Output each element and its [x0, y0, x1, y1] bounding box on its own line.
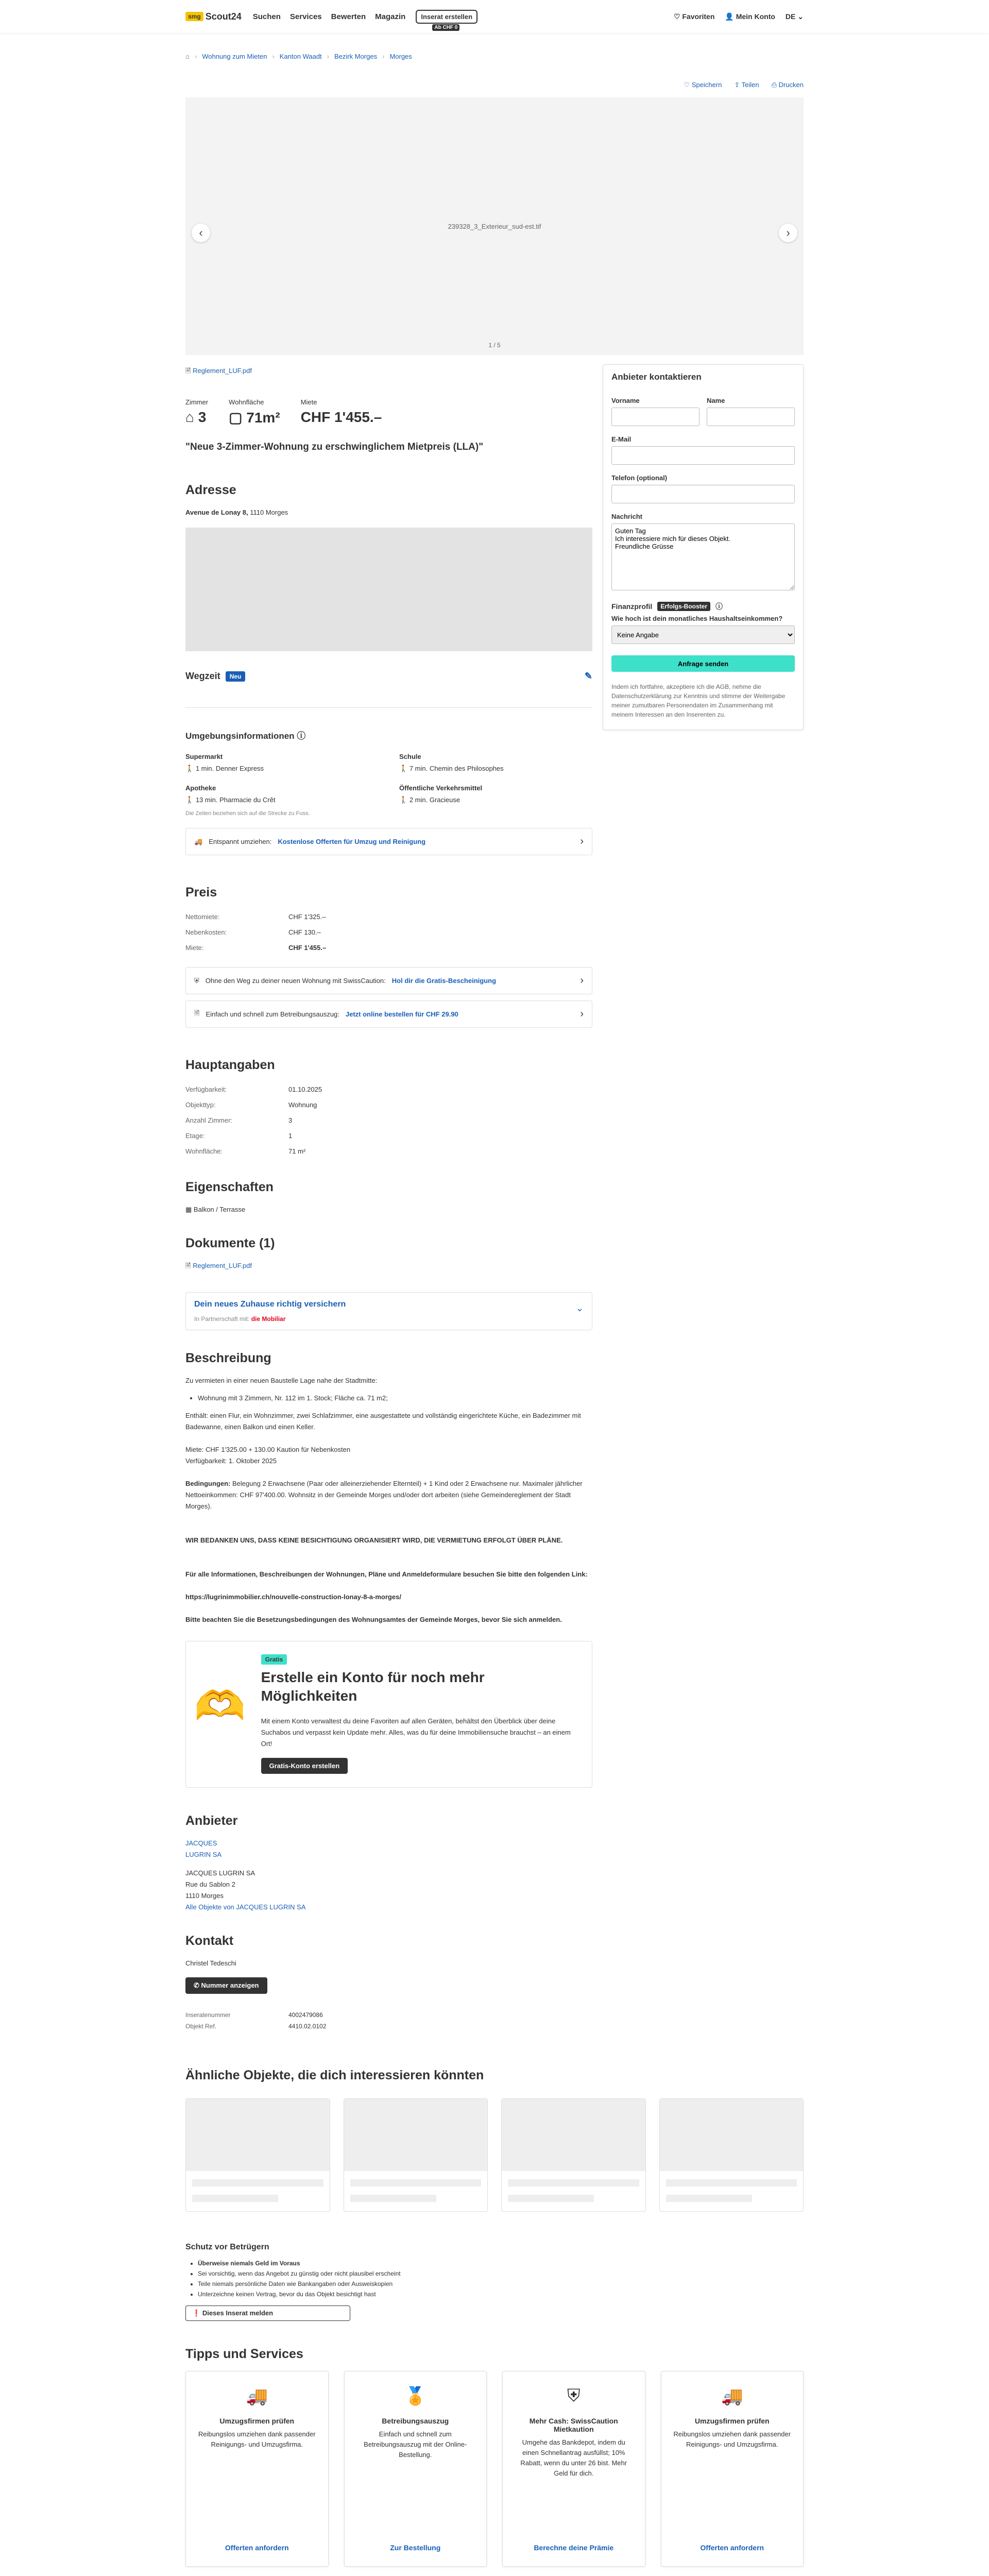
listing-actions — [0, 60, 989, 89]
insurance-partner-label: In Partnerschaft mit: — [194, 1315, 250, 1323]
placeholder-line — [508, 2195, 594, 2202]
surroundings-place: Gracieuse — [429, 796, 461, 804]
price-key: Miete: — [185, 944, 204, 952]
income-label: Wie hoch ist dein monatliches Haushaltseinkommen? — [611, 615, 783, 622]
placeholder-line — [508, 2179, 639, 2187]
promo-title: Erstelle ein Konto für noch mehr Möglichkeiten — [261, 1669, 485, 1704]
chevron-down-icon[interactable]: ⌄ — [575, 1303, 584, 1313]
tips-cards — [0, 2371, 989, 2567]
tip-title: Umzugsfirmen prüfen — [694, 2417, 770, 2425]
swisscaution-text: Ohne den Weg zu deiner neuen Wohnung mit SwissCaution: — [205, 977, 386, 985]
price-table — [185, 909, 592, 956]
reference-key: Inseratenummer — [185, 2011, 231, 2019]
tip-link[interactable]: Offerten anfordern — [700, 2544, 764, 2552]
description-paragraph: Bitte beachten Sie die Besetzungsbedingungen des Wohnungsamtes der Gemeinde Morges, bevor Sie sich anmelden. — [185, 1616, 562, 1623]
income-select[interactable] — [611, 625, 795, 644]
provider-street: Rue du Sablon 2 — [185, 1880, 235, 1888]
description-paragraph: Miete: CHF 1'325.00 + 130.00 Kaution für Nebenkosten — [185, 1446, 351, 1453]
placeholder-line — [192, 2195, 278, 2202]
tip-description: Einfach und schnell zum Betreibungsauszug mit der Online-Bestellung. — [364, 2430, 467, 2459]
create-account-button[interactable]: Gratis-Konto erstellen — [261, 1758, 348, 1774]
description-text: Belegung 2 Erwachsene (Paar oder alleinerziehender Elternteil) + 1 Kind oder 2 Erwachsene nur. Maximaler jährlicher Nettoeinkommen: CHF 97'400.00. Wohnsitz in der Gemeinde Morges und/oder dort arbeiten (siehe Gemeindereglement der Stadt Morges). — [185, 1480, 583, 1510]
reference-value: 4410.02.0102 — [288, 2023, 327, 2030]
surroundings-item — [399, 784, 592, 804]
fraud-tip: • Teile niemals persönliche Daten wie Bankangaben oder Ausweiskopien — [198, 2279, 804, 2289]
chevron-right-icon: › — [382, 53, 385, 60]
debt-extract-banner[interactable] — [185, 1001, 592, 1028]
main-data-value: 1 — [288, 1132, 293, 1140]
email-label: E-Mail — [611, 435, 632, 443]
provider-city: 1110 Morges — [185, 1892, 224, 1900]
surroundings-title: Supermarkt — [185, 753, 223, 760]
similar-card-image — [344, 2099, 488, 2171]
contact-form — [603, 364, 804, 730]
truck-icon: 🚚 — [194, 837, 203, 845]
area-label: Wohnfläche — [229, 398, 264, 406]
finance-profile — [611, 601, 795, 612]
feature-label: Balkon / Terrasse — [193, 1206, 246, 1213]
price-key: Nebenkosten: — [185, 928, 227, 936]
surroundings-item — [185, 753, 379, 773]
tips-heading: Tipps und Services — [185, 2347, 303, 2361]
document-icon: 🗎 — [194, 1009, 200, 1017]
info-icon[interactable]: ⓘ — [297, 731, 306, 741]
insurance-partner — [194, 1315, 285, 1323]
insurance-title: Dein neues Zuhause richtig versichern — [194, 1300, 346, 1309]
main-data-key: Anzahl Zimmer: — [185, 1116, 233, 1124]
chevron-down-icon: ⌄ — [795, 12, 804, 21]
tip-link[interactable]: Zur Bestellung — [390, 2544, 441, 2552]
legal-text: Indem ich fortfahre, akzeptiere ich die AGB, nehme die Datenschutzerklärung zur Kenntnis und stimme der Weitergabe meiner zumutbaren Personendaten im Zusammenhang mit meinem Interessen an den Inserenten zu. — [611, 683, 786, 718]
price-badge: Ab CHF 0 — [432, 24, 459, 31]
placeholder-line — [192, 2179, 323, 2187]
provider-logo[interactable]: JACQUES LUGRIN SA — [185, 1839, 222, 1858]
main-data-value: 01.10.2025 — [288, 1086, 322, 1093]
main-data-row — [185, 1128, 592, 1144]
fraud-section — [0, 2243, 989, 2321]
edit-icon[interactable]: ✎ — [584, 671, 592, 681]
tip-description: Reibungslos umziehen dank passender Reinigungs- und Umzugsfirma. — [198, 2430, 316, 2448]
tip-title: Umzugsfirmen prüfen — [219, 2417, 295, 2425]
last-name-label: Name — [707, 397, 725, 404]
shield-icon: ⛨ — [194, 976, 199, 985]
nav-magazin[interactable]: Magazin — [375, 12, 406, 21]
booster-badge: Erfolgs-Booster — [657, 602, 710, 611]
similar-card[interactable] — [185, 2098, 330, 2212]
report-listing-label: Dieses Inserat melden — [202, 2309, 274, 2317]
breadcrumb-item[interactable]: Bezirk Morges — [334, 53, 378, 60]
similar-heading: Ähnliche Objekte, die dich interessieren könnten — [185, 2068, 484, 2082]
price-key: Nettomiete: — [185, 913, 220, 921]
surroundings-title: Schule — [399, 753, 421, 760]
message-label: Nachricht — [611, 513, 642, 520]
logo-badge: smg — [185, 12, 203, 21]
surroundings-place: Pharmacie du Crêt — [219, 796, 276, 804]
main-data-key: Etage: — [185, 1132, 205, 1140]
chevron-right-icon: › — [580, 1008, 584, 1020]
main-data-row — [185, 1144, 592, 1159]
description-heading: Beschreibung — [185, 1351, 271, 1365]
gallery-counter: 1 / 5 — [488, 342, 501, 349]
surroundings-heading — [185, 728, 592, 741]
chevron-right-icon: › — [194, 53, 197, 60]
phone-label: Telefon (optional) — [611, 474, 668, 482]
rent-label: Miete — [300, 398, 317, 406]
create-listing-label: Inserat erstellen — [421, 12, 473, 21]
description-list-item: • Wohnung mit 3 Zimmern, Nr. 112 im 1. Stock; Fläche ca. 71 m2; — [198, 1393, 592, 1404]
show-number-button[interactable] — [185, 1977, 267, 1994]
description-link[interactable]: https://lugrinimmobilier.ch/nouvelle-construction-lonay-8-a-morges/ — [185, 1593, 401, 1601]
main-data-value: Wohnung — [288, 1101, 317, 1109]
debt-extract-link[interactable]: Jetzt online bestellen für CHF 29.90 — [345, 1010, 458, 1018]
main-data-value: 3 — [288, 1116, 293, 1124]
wegzeit-label: Wegzeit — [185, 671, 220, 681]
debt-extract-text: Einfach und schnell zum Betreibungsauszug: — [206, 1010, 339, 1018]
show-number-label: Nummer anzeigen — [201, 1981, 259, 1989]
room-icon: ⌂ — [185, 409, 198, 425]
tip-description: Umgehe das Bankdepot, indem du einen Schnellantrag ausfüllst; 10% Rabatt, wenn du unter 26 bist. Mehr Geld für dich. — [520, 2438, 627, 2477]
similar-card[interactable] — [659, 2098, 804, 2212]
wegzeit — [185, 671, 592, 682]
fraud-tip: • Sei vorsichtig, wenn das Angebot zu günstig oder nicht plausibel erscheint — [198, 2268, 804, 2279]
promo-text: Mit einem Konto verwaltest du deine Favoriten auf allen Geräten, behältst den Überblick über deine Suchabos und verpasst kein Update mehr. Alles, was du für deine Immobiliensuche brauchst – an einem Ort! — [261, 1717, 571, 1748]
logo[interactable] — [185, 11, 242, 22]
print-label: Drucken — [778, 81, 804, 89]
shield-icon: ⛨ — [567, 2386, 581, 2405]
moving-banner[interactable] — [185, 828, 592, 855]
fraud-tip: • Unterzeichne keinen Vertrag, bevor du das Objekt besichtigt hast — [198, 2289, 804, 2299]
similar-listings — [0, 2098, 989, 2212]
share-label: Teilen — [741, 81, 759, 89]
breadcrumb-item[interactable]: Kanton Waadt — [279, 53, 322, 60]
account-promo — [185, 1641, 592, 1788]
reference-value: 4002479086 — [288, 2011, 323, 2019]
surroundings-place: Denner Express — [215, 765, 264, 772]
similar-card[interactable] — [344, 2098, 488, 2212]
truck-icon: 🚚 — [246, 2386, 268, 2406]
gallery-next-icon[interactable]: › — [779, 224, 797, 242]
pdf-icon: 🗎 — [185, 1262, 193, 1269]
breadcrumb-item[interactable]: Wohnung zum Mieten — [202, 53, 267, 60]
tip-title: Mehr Cash: SwissCaution Mietkaution — [529, 2417, 618, 2433]
walk-icon: 🚶 — [185, 796, 196, 804]
certificate-icon: 🏅 — [404, 2386, 427, 2406]
insurance-banner[interactable] — [185, 1292, 592, 1330]
rent-value: CHF 1'455.– — [300, 409, 382, 425]
surroundings-note: Die Zeiten beziehen sich auf die Strecke zu Fuss. — [185, 810, 310, 817]
feature-item — [185, 1204, 592, 1215]
rooms-label: Zimmer — [185, 398, 209, 406]
site-header — [0, 0, 989, 33]
print-button[interactable]: ⎙ Drucken — [771, 81, 804, 89]
walk-icon: 🚶 — [185, 765, 196, 772]
alert-icon: ❗ — [192, 2309, 202, 2317]
account-link[interactable] — [725, 12, 775, 21]
create-listing-button[interactable] — [416, 10, 478, 30]
contact-name: Christel Tedeschi — [185, 1959, 236, 1967]
key-facts — [185, 398, 592, 426]
divider — [185, 707, 592, 708]
tip-card — [661, 2371, 804, 2567]
description-paragraph: Zu vermieten in einer neuen Baustelle Lage nahe der Stadtmitte: — [185, 1377, 378, 1384]
nav-services[interactable]: Services — [289, 12, 322, 21]
surroundings-grid — [185, 753, 592, 804]
surroundings-title: Apotheke — [185, 784, 216, 792]
gallery-image-alt: 239328_3_Exterieur_sud-est.tif — [448, 222, 541, 230]
info-icon[interactable]: ⓘ — [715, 602, 723, 611]
surroundings-item — [399, 753, 592, 773]
document-link[interactable] — [185, 366, 592, 378]
report-listing-button[interactable] — [185, 2306, 350, 2321]
fraud-heading: Schutz vor Betrügern — [185, 2243, 269, 2251]
description-bold: Bedingungen: — [185, 1480, 231, 1487]
address-heading: Adresse — [185, 483, 236, 497]
language-select[interactable] — [786, 12, 804, 21]
balcony-icon: ▦ — [185, 1206, 194, 1213]
breadcrumb — [0, 33, 989, 60]
nav-bewerten[interactable]: Bewerten — [331, 12, 366, 21]
provider-name: JACQUES LUGRIN SA — [185, 1869, 255, 1877]
heart-icon: ♡ — [673, 12, 683, 21]
surroundings-time: 13 min. — [195, 796, 218, 804]
description-paragraph: Enthält: einen Flur, ein Wohnzimmer, zwei Schlafzimmer, eine ausgestattete und vollständig eingerichtete Küche, ein Badezimmer mit Badewanne, einen Balkon und einen Keller. — [185, 1412, 581, 1431]
tip-card — [502, 2371, 645, 2567]
reference-key: Objekt Ref. — [185, 2023, 217, 2030]
description-paragraph — [185, 1478, 592, 1512]
contact-form-heading: Anbieter kontaktieren — [611, 372, 702, 382]
main-data-key: Objekttyp: — [185, 1101, 216, 1109]
listing-title: "Neue 3-Zimmer-Wohnung zu erschwinglichem Mietpreis (LLA)" — [185, 442, 484, 452]
price-value: CHF 1'455.– — [288, 944, 327, 952]
swisscaution-link[interactable]: Hol dir die Gratis-Bescheinigung — [391, 977, 497, 985]
surroundings-heading-label: Umgebungsinformationen — [185, 731, 295, 741]
swisscaution-banner[interactable] — [185, 967, 592, 994]
similar-card-image — [660, 2099, 804, 2171]
main-column — [185, 364, 592, 2032]
similar-card-image — [502, 2099, 645, 2171]
favorites-label: Favoriten — [682, 12, 715, 21]
document-item[interactable] — [185, 1260, 592, 1272]
tip-card — [185, 2371, 329, 2567]
moving-text: Entspannt umziehen: — [209, 838, 272, 845]
chevron-right-icon: › — [327, 53, 330, 60]
tip-description: Reibungslos umziehen dank passender Reinigungs- und Umzugsfirma. — [673, 2430, 791, 2448]
price-heading: Preis — [185, 885, 217, 900]
document-link-label[interactable]: Reglement_LUF.pdf — [193, 367, 252, 375]
area-value: 71m² — [246, 410, 280, 426]
language-label: DE — [785, 12, 796, 21]
similar-card-image — [186, 2099, 330, 2171]
surroundings-item — [185, 784, 379, 804]
price-row — [185, 940, 592, 956]
main-data-heading: Hauptangaben — [185, 1058, 275, 1072]
features-heading: Eigenschaften — [185, 1180, 274, 1194]
address-city: 1110 Morges — [250, 509, 288, 516]
price-row — [185, 909, 592, 925]
chevron-right-icon: › — [580, 836, 584, 847]
reference-row — [185, 2021, 592, 2032]
surroundings-time: 2 min. — [409, 796, 428, 804]
favorites-link[interactable] — [674, 12, 714, 21]
main-data-row — [185, 1113, 592, 1128]
chevron-right-icon: › — [272, 53, 275, 60]
main-nav — [253, 12, 406, 21]
new-badge: Neu — [226, 671, 246, 682]
tip-title: Betreibungsauszug — [382, 2417, 449, 2425]
email-input[interactable] — [611, 446, 795, 465]
truck-icon: 🚚 — [721, 2386, 743, 2406]
description-body — [185, 1375, 592, 1625]
reference-table — [185, 2009, 592, 2032]
phone-input[interactable] — [611, 485, 795, 503]
main-data-key: Verfügbarkeit: — [185, 1086, 227, 1093]
placeholder-line — [666, 2195, 752, 2202]
tip-link[interactable]: Berechne deine Prämie — [534, 2544, 614, 2552]
home-icon[interactable]: ⌂ — [185, 53, 190, 60]
walk-icon: 🚶 — [399, 765, 410, 772]
walk-icon: 🚶 — [399, 796, 410, 804]
main-data-value: 71 m² — [288, 1147, 306, 1155]
surroundings-title: Öffentliche Verkehrsmittel — [399, 784, 483, 792]
document-item-link[interactable]: Reglement_LUF.pdf — [193, 1262, 252, 1269]
share-button[interactable]: ⇪ Teilen — [734, 81, 759, 89]
price-value: CHF 1'325.– — [288, 913, 326, 921]
first-name-input[interactable] — [611, 408, 700, 426]
gallery-prev-icon[interactable]: ‹ — [192, 224, 210, 242]
breadcrumb-item[interactable]: Morges — [389, 53, 412, 60]
documents-heading: Dokumente (1) — [185, 1236, 275, 1250]
save-button[interactable]: ♡ Speichern — [684, 81, 722, 89]
submit-request-button[interactable]: Anfrage senden — [611, 655, 795, 672]
placeholder-line — [666, 2179, 797, 2187]
main-data-table — [185, 1082, 592, 1159]
message-textarea[interactable] — [611, 523, 795, 590]
price-value: CHF 130.– — [288, 928, 321, 936]
placeholder-line — [350, 2179, 482, 2187]
surroundings-time: 1 min. — [195, 765, 214, 772]
main-data-row — [185, 1082, 592, 1097]
first-name-label: Vorname — [611, 397, 640, 404]
similar-card[interactable] — [501, 2098, 646, 2212]
contact-sidebar — [603, 364, 804, 2032]
tip-card — [344, 2371, 487, 2567]
area-icon: ▢ — [229, 410, 247, 426]
description-paragraph: Für alle Informationen, Beschreibungen der Wohnungen, Pläne und Anmeldeformulare besuchen Sie bitte den folgenden Link: — [185, 1570, 588, 1578]
chevron-right-icon: › — [580, 975, 584, 986]
surroundings-place: Chemin des Philosophes — [429, 765, 504, 772]
provider-block — [185, 1838, 592, 1913]
phone-icon: ✆ — [194, 1981, 201, 1989]
placeholder-line — [350, 2195, 436, 2202]
finance-profile-label: Finanzprofil — [611, 602, 653, 611]
rooms-value: 3 — [198, 409, 207, 425]
heart-hands-icon: 🫶 — [194, 1683, 246, 1729]
contact-heading: Kontakt — [185, 1934, 234, 1948]
provider-heading: Anbieter — [185, 1814, 238, 1828]
description-paragraph: Verfügbarkeit: 1. Oktober 2025 — [185, 1457, 277, 1465]
tip-link[interactable]: Offerten anfordern — [225, 2544, 289, 2552]
account-label: Mein Konto — [736, 12, 775, 21]
fraud-tip: • Überweise niemals Geld im Voraus — [198, 2258, 804, 2268]
address — [185, 507, 592, 518]
pdf-icon: 🗎 — [185, 367, 193, 375]
save-label: Speichern — [691, 81, 722, 89]
description-paragraph: WIR BEDANKEN UNS, DASS KEINE BESICHTIGUNG ORGANISIERT WIRD, DIE VERMIETUNG ERFOLGT ÜBER PLÄNE. — [185, 1536, 563, 1544]
surroundings-time: 7 min. — [409, 765, 428, 772]
provider-all-listings-link[interactable]: Alle Objekte von JACQUES LUGRIN SA — [185, 1903, 306, 1911]
price-row — [185, 925, 592, 940]
address-street: Avenue de Lonay 8, — [185, 509, 248, 516]
reference-row — [185, 2009, 592, 2021]
logo-text: Scout24 — [205, 11, 242, 22]
user-icon: 👤 — [725, 12, 736, 21]
nav-suchen[interactable]: Suchen — [252, 12, 281, 21]
main-data-row — [185, 1097, 592, 1113]
free-badge: Gratis — [261, 1654, 287, 1665]
main-data-key: Wohnfläche: — [185, 1147, 223, 1155]
mobiliar-logo: die Mobiliar — [251, 1315, 286, 1323]
image-gallery[interactable] — [185, 97, 804, 355]
moving-link[interactable]: Kostenlose Offerten für Umzug und Reinigung — [278, 838, 426, 845]
last-name-input[interactable] — [707, 408, 795, 426]
map[interactable] — [185, 528, 592, 651]
